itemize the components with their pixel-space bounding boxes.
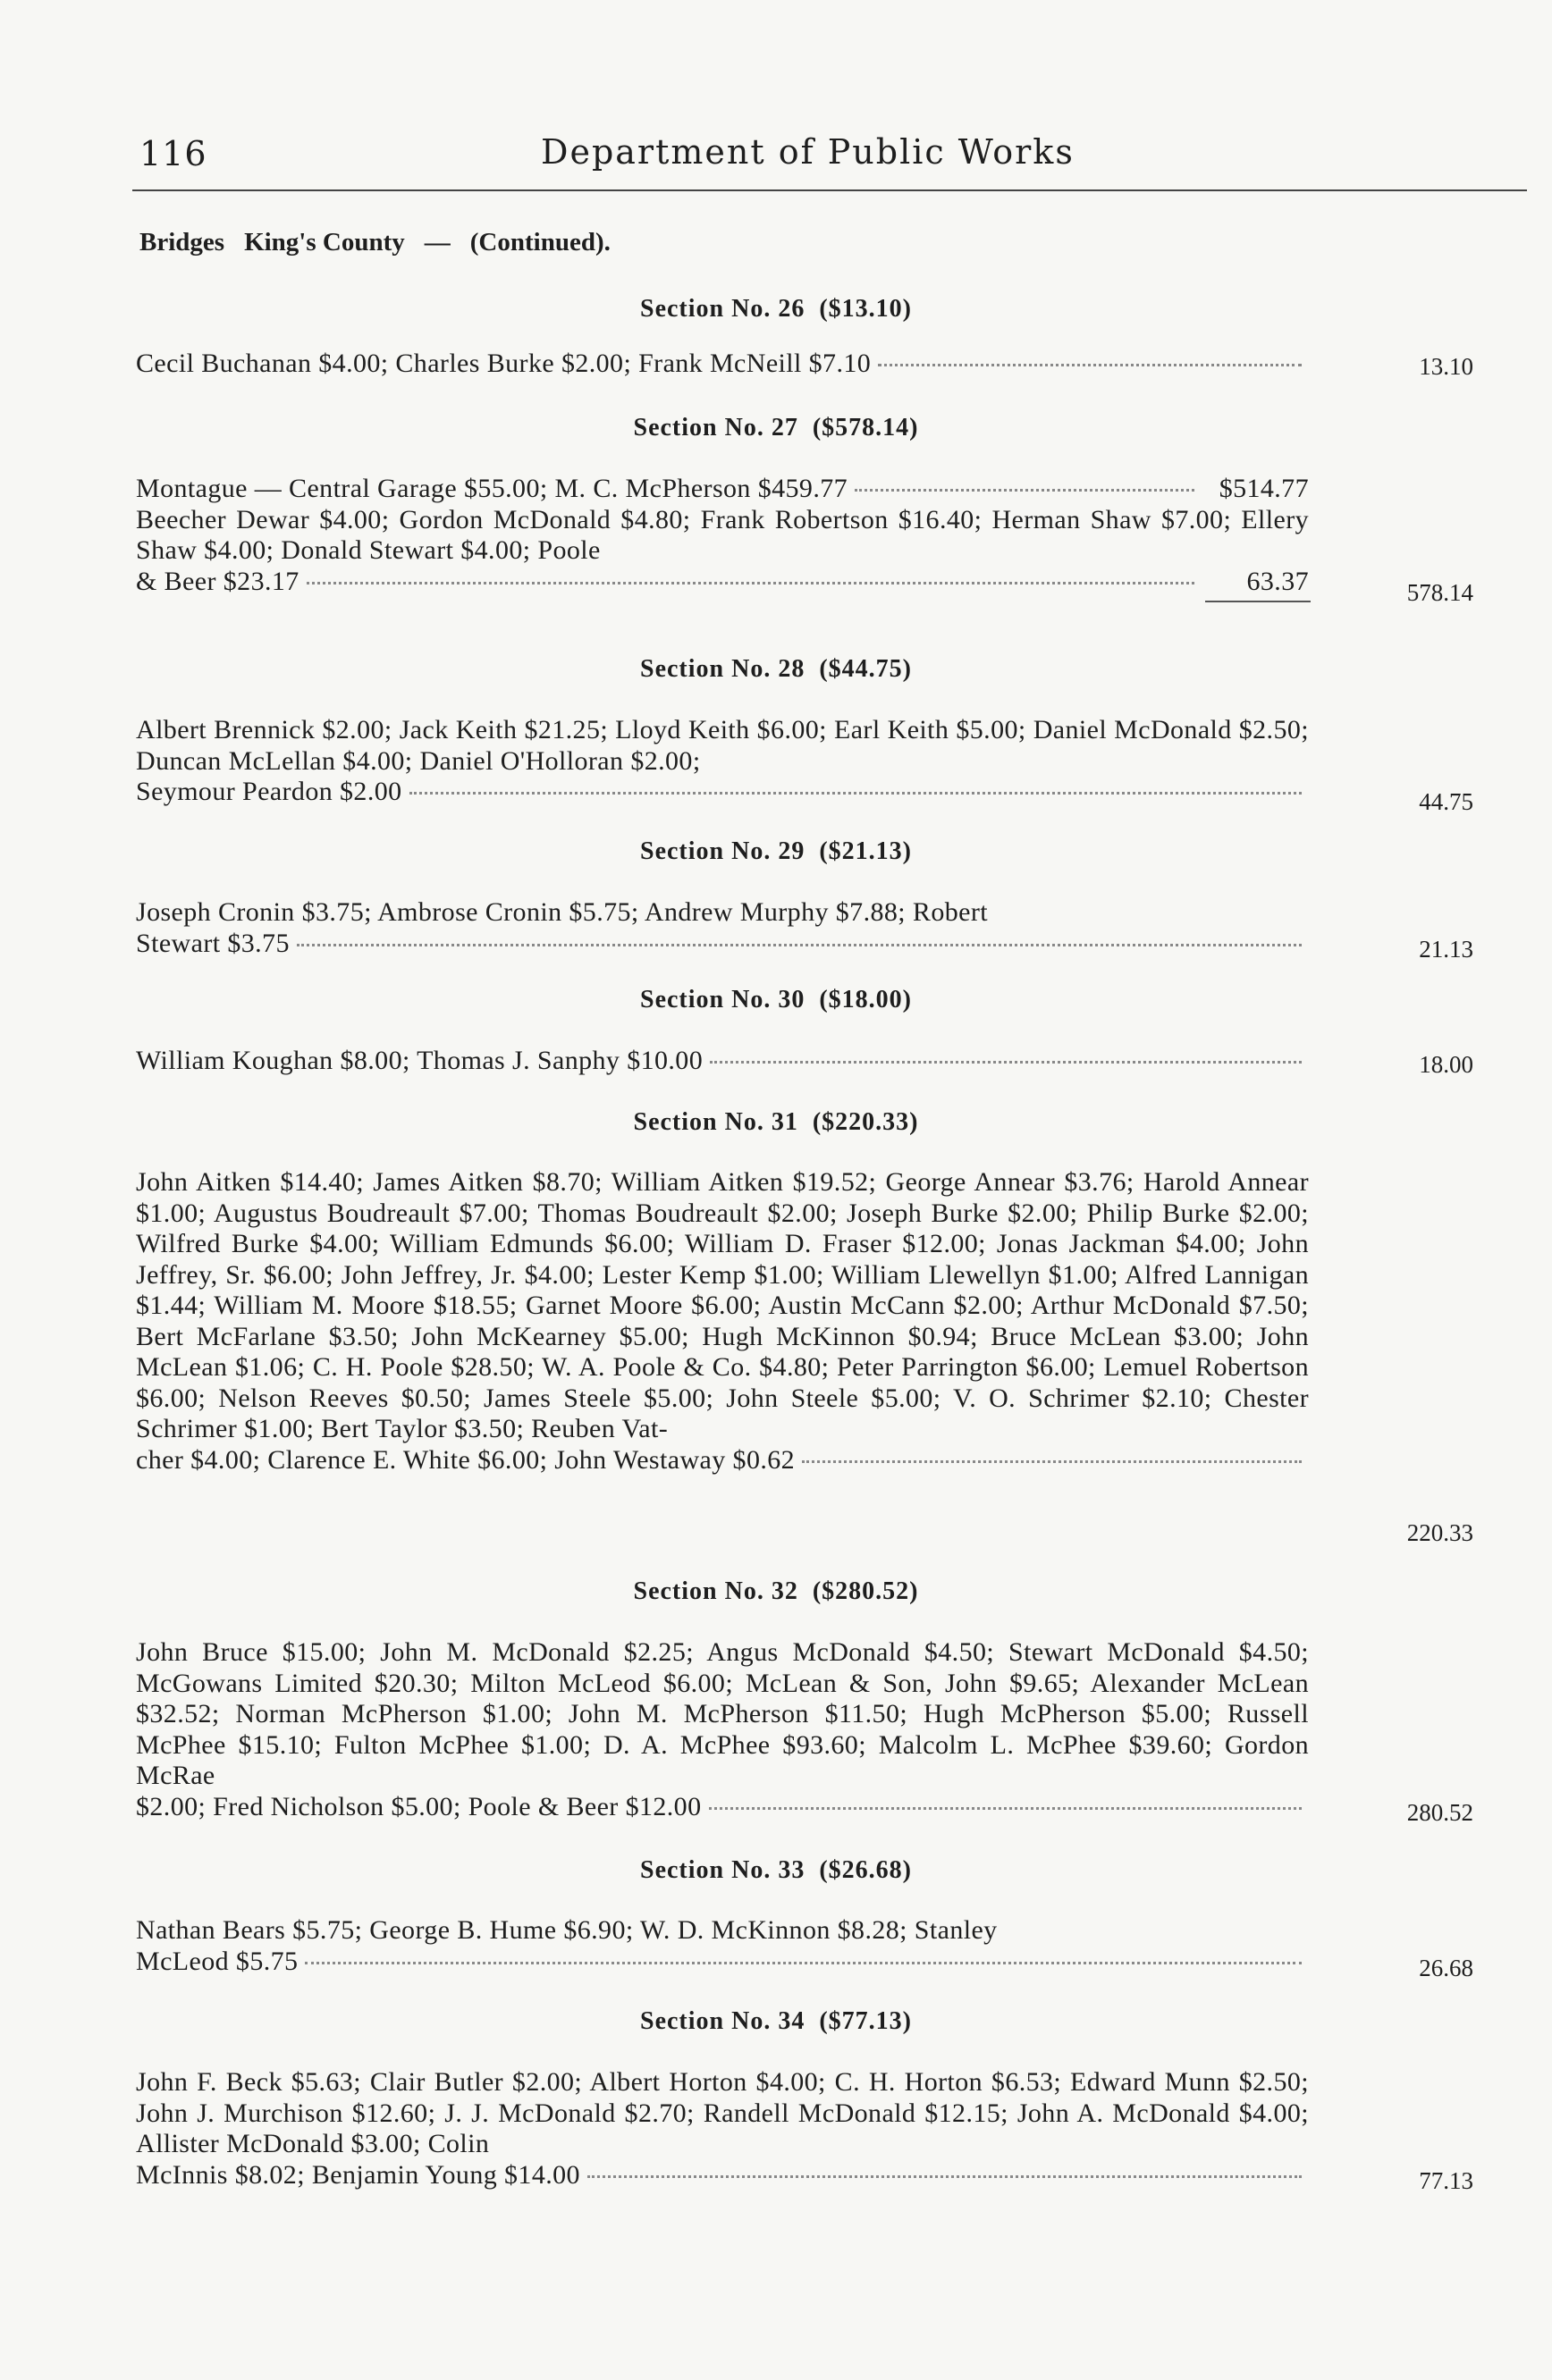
last-line	[136, 1046, 1309, 1077]
entry-text: Montague — Central Garage $55.00; M. C. McPherson $459.77	[136, 474, 848, 503]
section-amount: ($280.52)	[812, 1577, 919, 1605]
section-amount: ($578.14)	[812, 414, 919, 442]
section-title	[0, 837, 1552, 866]
section-title	[0, 1577, 1552, 1606]
dot-leader	[307, 581, 1194, 584]
last-line	[136, 567, 1309, 598]
entry-text: Albert Brennick $2.00; Jack Keith $21.25; Lloyd Keith $6.00; Earl Keith $5.00; Daniel McDonald $2.50; Duncan McLellan $4.00; Daniel O'Holloran $2.00;	[136, 715, 1309, 776]
section-number: Section No. 26	[640, 295, 806, 323]
entry-text: John Aitken $14.40; James Aitken $8.70; William Aitken $19.52; George Annear $3.76; Harold Annear $1.00; Augustus Boudreault $7.00; Thomas Boudreault $2.00; Joseph Burke $2.00; Philip Burke $2.00; Wilfred Burke $4.00; William Edmunds $6.00; William D. Fraser $12.00; Jonas Jackman $4.00; John Jeffrey, Sr. $6.00; John Jeffrey, Jr. $4.00; Lester Kemp $1.00; William Llewellyn $1.00; Alfred Lannigan $1.44; William M. Moore $18.55; Garnet Moore $6.00; Austin McCann $2.00; Arthur McDonald $7.50; Bert McFarlane $3.50; John McKearney $5.00; Hugh McKinnon $0.94; Bruce McLean $3.00; John McLean $1.06; C. H. Poole $28.50; W. A. Poole & Co. $4.80; Peter Parrington $6.00; Lemuel Robertson $6.00; Nelson Reeves $0.50; James Steele $5.00; John Steele $5.00; V. O. Schrimer $2.10; Chester Schrimer $1.00; Bert Taylor $3.50; Reuben Vat-	[136, 1167, 1309, 1443]
entry-text: John F. Beck $5.63; Clair Butler $2.00; Albert Horton $4.00; C. H. Horton $6.53; Edward Munn $2.50; John J. Murchison $12.60; J. J. McDonald $2.70; Randell McDonald $12.15; John A. McDonald $4.00; Allister McDonald $3.00; Colin	[136, 2067, 1309, 2158]
section-body	[136, 474, 1309, 597]
dot-leader	[710, 1060, 1302, 1064]
entry-text: McInnis $8.02; Benjamin Young $14.00	[136, 2159, 580, 2190]
section-total: 21.13	[1419, 936, 1473, 963]
section-total: 13.10	[1419, 353, 1473, 380]
section-amount: ($21.13)	[819, 837, 912, 865]
section-number: Section No. 29	[640, 837, 806, 865]
section-total: 18.00	[1419, 1051, 1473, 1078]
dot-leader	[409, 791, 1302, 795]
heading-bridges: Bridges	[139, 228, 225, 257]
last-line	[136, 2160, 1309, 2191]
dot-leader	[878, 363, 1302, 366]
last-line	[136, 1792, 1309, 1823]
section-amount: ($13.10)	[819, 295, 912, 323]
section-number: Section No. 32	[633, 1577, 798, 1605]
entry-text: McLeod $5.75	[136, 1946, 299, 1976]
section-body	[136, 1637, 1309, 1822]
section-number: Section No. 27	[633, 414, 798, 442]
last-line	[136, 474, 1309, 505]
section-body	[136, 1167, 1309, 1476]
dot-leader	[709, 1806, 1303, 1810]
section-title	[0, 295, 1552, 324]
heading-continued: (Continued).	[469, 228, 611, 257]
subtotal: 63.37	[1246, 566, 1309, 596]
section-number: Section No. 30	[640, 986, 806, 1013]
section-total: 220.33	[1406, 1519, 1473, 1546]
section-title	[0, 2007, 1552, 2036]
dot-leader	[297, 943, 1302, 946]
dot-leader	[802, 1459, 1302, 1463]
section-amount: ($44.75)	[819, 655, 912, 683]
entry-text: Seymour Peardon $2.00	[136, 777, 402, 806]
section-body	[136, 2067, 1309, 2191]
section-total: 26.68	[1419, 1955, 1473, 1981]
entry-text: William Koughan $8.00; Thomas J. Sanphy $10.00	[136, 1046, 704, 1075]
section-body	[136, 897, 1309, 959]
section-body	[136, 715, 1309, 808]
subtotal-rule	[1205, 601, 1311, 602]
section-amount: ($77.13)	[819, 2007, 912, 2035]
last-line	[136, 1445, 1309, 1476]
section-title	[0, 1108, 1552, 1137]
entry-text: Joseph Cronin $3.75; Ambrose Cronin $5.75; Andrew Murphy $7.88; Robert	[136, 897, 988, 927]
subtotal: $514.77	[1219, 474, 1309, 503]
section-total: 77.13	[1419, 2167, 1473, 2194]
section-body	[136, 1915, 1309, 1977]
entry-text: $2.00; Fred Nicholson $5.00; Poole & Beer $12.00	[136, 1791, 702, 1821]
entry-text: cher $4.00; Clarence E. White $6.00; John Westaway $0.62	[136, 1444, 796, 1475]
section-amount: ($26.68)	[819, 1856, 912, 1884]
section-title	[0, 986, 1552, 1014]
section-title	[0, 655, 1552, 684]
heading-county: King's County	[244, 228, 405, 257]
continued-heading	[139, 228, 630, 257]
entry-text: & Beer $23.17	[136, 566, 299, 596]
last-line	[136, 929, 1309, 960]
section-total: 280.52	[1406, 1799, 1473, 1826]
section-total: 44.75	[1419, 788, 1473, 815]
section-body	[136, 1046, 1309, 1077]
last-line	[136, 777, 1309, 808]
dot-leader	[855, 488, 1194, 492]
entry-text: Stewart $3.75	[136, 928, 290, 958]
section-number: Section No. 28	[640, 655, 806, 683]
section-body	[136, 349, 1309, 380]
header-rule	[132, 189, 1527, 191]
entry-text: John Bruce $15.00; John M. McDonald $2.25; Angus McDonald $4.50; Stewart McDonald $4.50; McGowans Limited $20.30; Milton McLeod $6.00; McLean & Son, John $9.65; Alexander McLean $32.52; Norman McPherson $1.00; John M. McPherson $11.50; Hugh McPherson $5.00; Russell McPhee $15.10; Fulton McPhee $1.00; D. A. McPhee $93.60; Malcolm L. McPhee $39.60; Gordon McRae	[136, 1637, 1309, 1790]
last-line	[136, 349, 1309, 380]
section-title	[0, 1856, 1552, 1885]
section-number: Section No. 31	[633, 1108, 798, 1136]
entry-text: Cecil Buchanan $4.00; Charles Burke $2.00; Frank McNeill $7.10	[136, 349, 872, 378]
page-number: 116	[139, 134, 207, 173]
dot-leader	[305, 1961, 1302, 1964]
section-amount: ($18.00)	[819, 986, 912, 1013]
section-number: Section No. 34	[640, 2007, 806, 2035]
section-amount: ($220.33)	[812, 1108, 919, 1136]
dot-leader	[587, 2174, 1302, 2178]
last-line	[136, 1947, 1309, 1978]
section-title	[0, 414, 1552, 442]
section-total: 578.14	[1406, 579, 1473, 606]
entry-text: Beecher Dewar $4.00; Gordon McDonald $4.80; Frank Robertson $16.40; Herman Shaw $7.00; Ellery Shaw $4.00; Donald Stewart $4.00; Poole	[136, 504, 1309, 565]
heading-dash: —	[424, 228, 451, 257]
running-title: Department of Public Works	[541, 132, 1075, 172]
entry-text: Nathan Bears $5.75; George B. Hume $6.90; W. D. McKinnon $8.28; Stanley	[136, 1915, 998, 1945]
section-number: Section No. 33	[640, 1856, 806, 1884]
